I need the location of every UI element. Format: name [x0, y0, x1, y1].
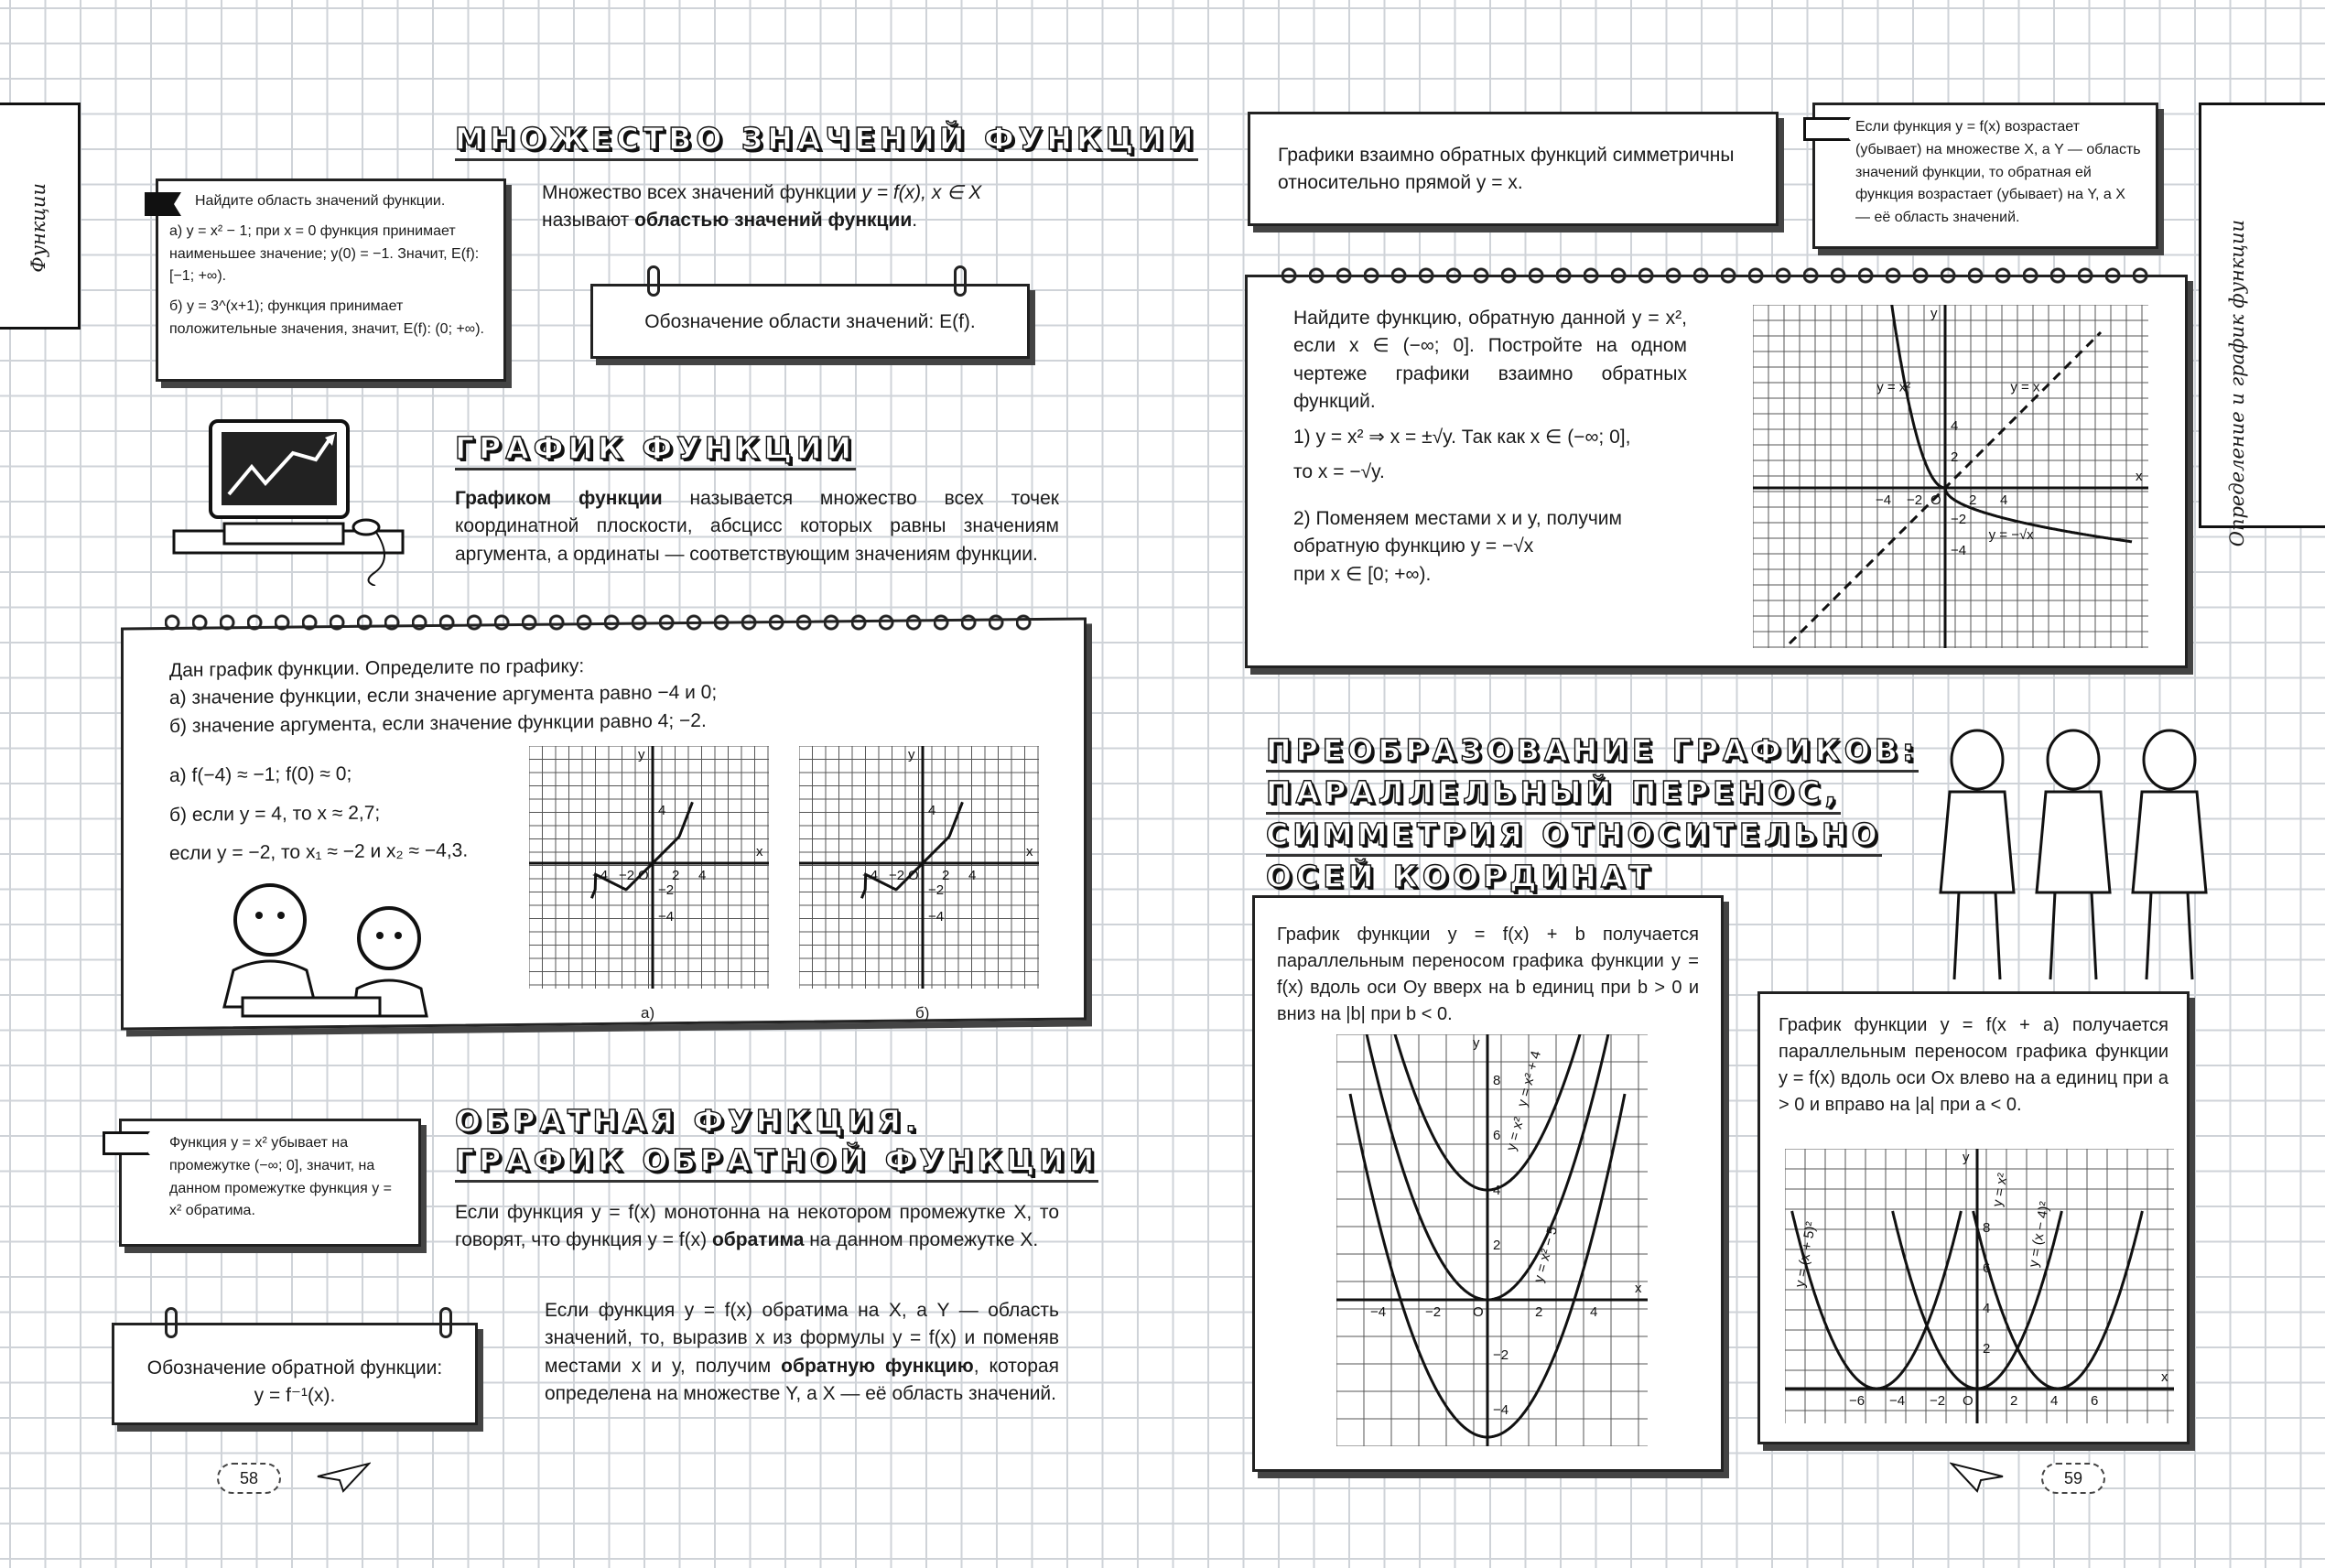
graph-label: y = x²	[1503, 1115, 1528, 1153]
note-increasing: Если функция y = f(x) возрастает (убывает) на множестве X, а Y — область значений функции, то обратная ей функция возрастает (убывает) на Y, а X — её область значений.	[1812, 103, 2158, 249]
paper-plane-icon	[1950, 1460, 2005, 1493]
function-curve	[591, 802, 692, 898]
y-axis-label: y	[638, 747, 645, 762]
tick-label: 4	[1983, 1301, 1991, 1316]
graph-definition: Графиком функции называется множество всех точек координатной плоскости, абсцисс которых равны значениям аргумента, а ординаты — соответствующим значениям функции.	[455, 488, 1059, 565]
side-label-left: Функции	[27, 183, 49, 273]
range-definition: Множество всех значений функции y = f(x), x ∈ X называют областью значений функции.	[542, 182, 982, 232]
girls-illustration	[1922, 723, 2224, 989]
tick-label: −4	[862, 868, 879, 883]
tick-label: 4	[658, 803, 666, 818]
note-intro: Найдите область значений функции.	[195, 193, 446, 209]
notebook-task: Дан график функции. Определите по графику: а) значение функции, если значение аргумента равно −4 и 0; б) значение аргумента, если значение функции равно 4; −2. а) f(−4) ≈ −1; f(0) ≈ 0; б) если y = 4, то x ≈ 2,7; если y = −2, то x₁ ≈ −2 и x₂ ≈ −4,3.	[121, 617, 1087, 1030]
section-title-transform-2: ПАРАЛЛЕЛЬНЫЙ ПЕРЕНОС,	[1266, 774, 1841, 815]
note-range-example	[156, 178, 506, 382]
y-axis-label: y	[1930, 306, 1938, 321]
tick-label: 4	[1951, 418, 1959, 434]
tick-label: 2	[1969, 492, 1977, 508]
graph-label: y = (x + 5)²	[1791, 1220, 1820, 1289]
tick-label: −4	[1876, 492, 1892, 508]
tick-label: 2	[672, 868, 680, 883]
tick-label: 4	[698, 868, 707, 883]
graph-inverse	[1753, 305, 2148, 648]
tick-label: −2	[1425, 1304, 1442, 1320]
computer-illustration	[156, 403, 412, 586]
x-axis-label: x	[2136, 469, 2143, 484]
graph-label: y = (x − 4)²	[2026, 1200, 2053, 1269]
tick-label: 8	[1983, 1220, 1991, 1236]
tick-label: −2	[928, 882, 945, 898]
y-axis-label: y	[1963, 1150, 1970, 1165]
tick-label: −2	[889, 868, 905, 883]
page-number-right: 59	[2041, 1463, 2105, 1494]
graph-label: y = −√x	[1988, 527, 2034, 544]
graph-label: y = x²	[1876, 379, 1911, 395]
tick-label: 4	[928, 803, 936, 818]
tick-label: −4	[1889, 1393, 1906, 1409]
inverse-para-2: Если функция y = f(x) обратима на X, а Y — область значений, то, выразив x из формулы y = f(x) и поменяв местами x и y, получим обратную функцию, которая определена на множестве Y, а X — её область значений.	[545, 1300, 1059, 1405]
note-monotone: Функция y = x² убывает на промежутке (−∞; 0], значит, на данном промежутке функция y = x² обратима.	[119, 1119, 421, 1247]
tick-label: 8	[1493, 1073, 1501, 1088]
tick-label: −4	[658, 909, 675, 925]
tick-label: −2	[1493, 1347, 1509, 1363]
page-number-left: 58	[217, 1463, 281, 1494]
paper-clip-icon	[647, 265, 660, 297]
notation-inverse-box: Обозначение обратной функции: y = f⁻¹(x).	[112, 1323, 478, 1425]
tick-label: 2	[1493, 1238, 1501, 1253]
paper-clip-icon	[954, 265, 967, 297]
graph-b-label: б)	[915, 1004, 930, 1022]
paper-clip-icon	[439, 1307, 452, 1338]
tick-label: −6	[1849, 1393, 1865, 1409]
tick-label: −4	[592, 868, 609, 883]
notebook-task-right: Найдите функцию, обратную данной y = x², если x ∈ (−∞; 0]. Постройте на одном чертеже графики взаимно обратных функций. 1) y = x² ⇒ x = ±√y. Так как x ∈ (−∞; 0], то x = −√y. 2) Поменяем местами x и y, получим обратную функцию y = −√x при x ∈ [0; +∞).	[1245, 275, 2188, 668]
section-title-inverse-1: ОБРАТНАЯ ФУНКЦИЯ.	[455, 1103, 922, 1139]
note-symmetric: Графики взаимно обратных функций симметричны относительно прямой y = x.	[1248, 112, 1779, 226]
graph-label: y = x	[2010, 379, 2040, 395]
graph-label: y = x² + 4	[1514, 1049, 1545, 1109]
side-tab-right	[2199, 103, 2325, 528]
paper-plane-icon	[316, 1460, 371, 1493]
tick-label: −2	[619, 868, 635, 883]
tick-label: 2	[942, 868, 950, 883]
tick-label: −2	[1951, 512, 1967, 527]
tick-label: −2	[658, 882, 675, 898]
y-axis-label: y	[908, 747, 915, 762]
transform-box-horizontal: График функции y = f(x + a) получается параллельным переносом графика функции y = f(x) вдоль оси Ox влево на a единиц при a > 0 и вправо на |a| при a < 0.	[1757, 991, 2190, 1444]
tick-label: 4	[968, 868, 977, 883]
graph-b	[799, 746, 1039, 989]
y-axis-label: y	[1473, 1035, 1480, 1051]
tick-label: 4	[2000, 492, 2008, 508]
section-title-transform-1: ПРЕОБРАЗОВАНИЕ ГРАФИКОВ:	[1266, 732, 1919, 773]
tick-label: 6	[1493, 1128, 1501, 1143]
tick-label: −4	[928, 909, 945, 925]
tick-label: 2	[1951, 449, 1959, 465]
graph-label: y = x² − 5	[1530, 1225, 1562, 1285]
tick-label: −4	[1370, 1304, 1387, 1320]
graph-vertical-shift	[1336, 1034, 1648, 1446]
function-curve	[861, 802, 962, 898]
notebook-spiral	[1281, 264, 2160, 287]
transform-box-vertical: График функции y = f(x) + b получается параллельным переносом графика функции y = f(x) вдоль оси Oy вверх на b единиц при b > 0 и вниз на |b| при b < 0.	[1252, 895, 1724, 1472]
curve-shift-right	[1974, 1211, 2143, 1389]
children-illustration	[188, 870, 453, 1025]
x-axis-label: x	[2161, 1369, 2168, 1385]
note-a: а) y = x² − 1; при x = 0 функция принимает наименьшее значение; y(0) = −1. Значит, E(f): [−1; +∞).	[169, 222, 480, 285]
origin-label: O	[1963, 1393, 1974, 1409]
section-title-graph: ГРАФИК ФУНКЦИИ	[455, 430, 856, 470]
curve-shift-left	[1792, 1211, 1962, 1389]
x-axis-label: x	[756, 844, 763, 860]
origin-label: O	[638, 868, 649, 883]
tick-label: 4	[1493, 1183, 1501, 1198]
side-label-right: Определение и график функции	[2226, 220, 2248, 547]
graph-a-label: а)	[641, 1004, 655, 1022]
tick-label: −4	[1951, 543, 1967, 558]
origin-label: O	[908, 868, 919, 883]
tick-label: 6	[1983, 1260, 1991, 1276]
x-axis-label: x	[1635, 1281, 1642, 1296]
tick-label: 2	[1535, 1304, 1543, 1320]
tick-label: 4	[2050, 1393, 2059, 1409]
tick-label: −4	[1493, 1402, 1509, 1418]
graph-a	[529, 746, 769, 989]
section-title-range: МНОЖЕСТВО ЗНАЧЕНИЙ ФУНКЦИИ	[455, 121, 1198, 161]
tick-label: 6	[2091, 1393, 2099, 1409]
x-axis-label: x	[1026, 844, 1033, 860]
notebook-spiral	[165, 611, 1034, 634]
tick-label: −2	[1930, 1393, 1946, 1409]
paper-clip-icon	[165, 1307, 178, 1338]
notation-range-box: Обозначение области значений: E(f).	[590, 284, 1030, 359]
graph-label: y = x²	[1989, 1172, 2011, 1208]
section-title-transform-3: СИММЕТРИЯ ОТНОСИТЕЛЬНО	[1266, 816, 1882, 857]
tick-label: −2	[1907, 492, 1923, 508]
tick-label: 2	[1983, 1341, 1991, 1357]
tick-label: 4	[1590, 1304, 1598, 1320]
tick-label: 2	[2010, 1393, 2018, 1409]
inverse-para-1: Если функция y = f(x) монотонна на некотором промежутке X, то говорят, что функция y = f(x) обратима на данном промежутке X.	[455, 1202, 1059, 1251]
note-b: б) y = 3^(x+1); функция принимает положительные значения, значит, E(f): (0; +∞).	[169, 298, 484, 337]
graph-horizontal-shift	[1785, 1149, 2174, 1423]
section-title-inverse-2: ГРАФИК ОБРАТНОЙ ФУНКЦИИ	[455, 1142, 1098, 1183]
origin-label: O	[1930, 492, 1941, 508]
section-title-transform-4: ОСЕЙ КООРДИНАТ	[1266, 859, 1654, 899]
origin-label: O	[1473, 1304, 1484, 1320]
